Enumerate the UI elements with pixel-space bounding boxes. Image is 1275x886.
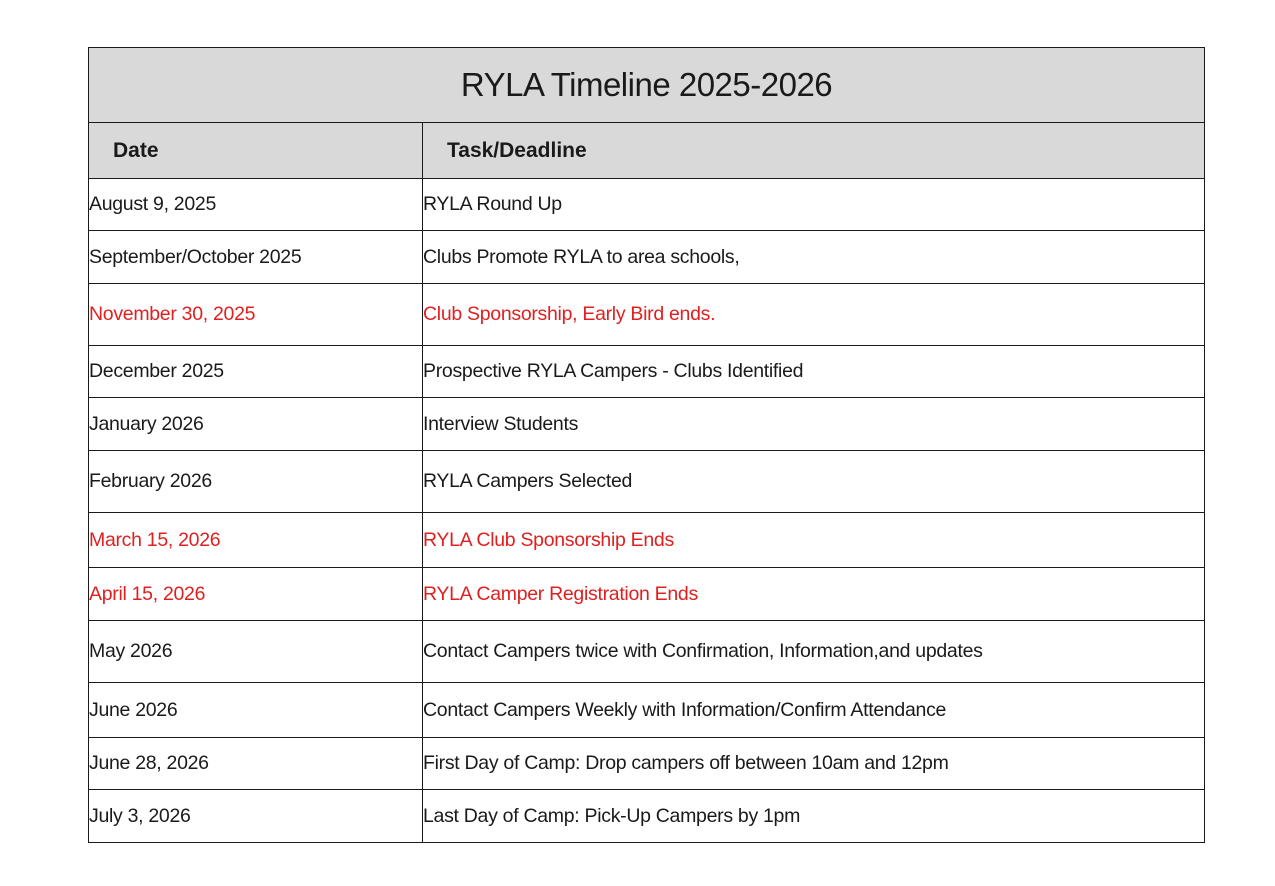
table-row bbox=[89, 513, 1205, 568]
task-cell: First Day of Camp: Drop campers off between 10am and 12pm bbox=[423, 738, 1205, 790]
table-row bbox=[89, 398, 1205, 451]
task-cell: Contact Campers twice with Confirmation, Information,and updates bbox=[423, 621, 1205, 683]
table-row bbox=[89, 346, 1205, 398]
table-row bbox=[89, 621, 1205, 683]
task-column-header: Task/Deadline bbox=[423, 123, 1205, 179]
date-cell: May 2026 bbox=[89, 621, 423, 683]
table-row bbox=[89, 738, 1205, 790]
task-cell: RYLA Camper Registration Ends bbox=[423, 568, 1205, 621]
task-cell: RYLA Club Sponsorship Ends bbox=[423, 513, 1205, 568]
timeline-table bbox=[88, 47, 1205, 843]
table-row bbox=[89, 790, 1205, 843]
date-cell: July 3, 2026 bbox=[89, 790, 423, 843]
date-cell: August 9, 2025 bbox=[89, 179, 423, 231]
date-column-header: Date bbox=[89, 123, 423, 179]
task-cell: Club Sponsorship, Early Bird ends. bbox=[423, 284, 1205, 346]
table-row bbox=[89, 568, 1205, 621]
table-title: RYLA Timeline 2025-2026 bbox=[89, 48, 1205, 123]
task-cell: RYLA Campers Selected bbox=[423, 451, 1205, 513]
date-cell: June 2026 bbox=[89, 683, 423, 738]
table-row bbox=[89, 451, 1205, 513]
task-cell: Clubs Promote RYLA to area schools, bbox=[423, 231, 1205, 284]
table-row bbox=[89, 231, 1205, 284]
task-cell: Prospective RYLA Campers - Clubs Identified bbox=[423, 346, 1205, 398]
date-cell: December 2025 bbox=[89, 346, 423, 398]
header-row bbox=[89, 123, 1205, 179]
task-cell: Interview Students bbox=[423, 398, 1205, 451]
date-cell: April 15, 2026 bbox=[89, 568, 423, 621]
date-cell: June 28, 2026 bbox=[89, 738, 423, 790]
task-cell: Last Day of Camp: Pick-Up Campers by 1pm bbox=[423, 790, 1205, 843]
date-cell: February 2026 bbox=[89, 451, 423, 513]
date-cell: November 30, 2025 bbox=[89, 284, 423, 346]
task-cell: Contact Campers Weekly with Information/Confirm Attendance bbox=[423, 683, 1205, 738]
title-row bbox=[89, 48, 1205, 123]
date-cell: September/October 2025 bbox=[89, 231, 423, 284]
table-row bbox=[89, 683, 1205, 738]
task-cell: RYLA Round Up bbox=[423, 179, 1205, 231]
date-cell: January 2026 bbox=[89, 398, 423, 451]
table-row bbox=[89, 179, 1205, 231]
table-row bbox=[89, 284, 1205, 346]
date-cell: March 15, 2026 bbox=[89, 513, 423, 568]
